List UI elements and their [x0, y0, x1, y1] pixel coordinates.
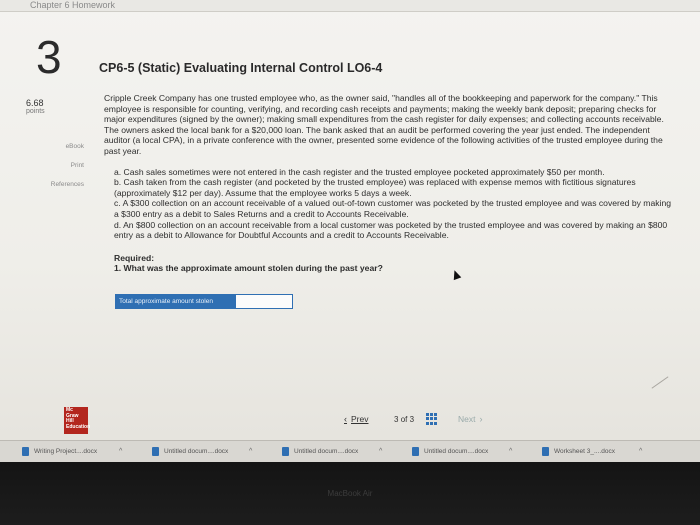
downloads-bar — [0, 440, 700, 462]
question-number: 3 — [36, 31, 62, 83]
mcgraw-hill-logo: Mc Graw Hill Education — [64, 407, 88, 434]
word-doc-icon — [542, 447, 549, 456]
points-panel — [26, 98, 86, 115]
caret-up-icon[interactable]: ^ — [379, 448, 383, 455]
macbook-label: MacBook Air — [327, 489, 373, 498]
chevron-right-icon: › — [479, 414, 483, 424]
laptop-bezel — [0, 462, 700, 525]
prev-label: Prev — [351, 414, 369, 424]
download-item[interactable]: Writing Project....docx ^ — [0, 447, 130, 456]
download-item[interactable]: Untitled docum....docx ^ — [130, 447, 260, 456]
points-label: points — [26, 108, 45, 115]
next-button[interactable] — [458, 414, 482, 424]
activity-item: a. Cash sales sometimes were not entered in the cash register and the trusted employee pocketed approximately $50 per month. — [114, 166, 605, 177]
question-navigation — [344, 413, 482, 425]
page-current: 3 — [394, 414, 399, 424]
caret-up-icon[interactable]: ^ — [119, 448, 123, 455]
answer-label: Total approximate amount stolen — [115, 294, 235, 309]
word-doc-icon — [282, 447, 289, 456]
case-description: Cripple Creek Company has one trusted employee who, as the owner said, "handles all of the bookkeeping and paperwork for the company." This employee is responsible for counting, verifying, and recording cash receipts and payments; making the weekly bank deposit; preparing checks for major expenditures (signed by the owner); making small expenditures from the cash register for daily expenses; and collecting accounts receivable. The owners asked the local bank for a $20,000 loan. The bank asked that an audit be performed covering the year just ended. The independent auditor (a local CPA), in a private conference with the owner, presented some evidence of the following activities of the trusted employee during the past year. — [104, 93, 664, 156]
required-heading: Required: — [114, 252, 155, 263]
answer-row — [115, 294, 293, 309]
prev-button[interactable] — [344, 414, 394, 424]
caret-up-icon[interactable]: ^ — [639, 448, 643, 455]
chevron-left-icon: ‹ — [344, 414, 347, 424]
caret-up-icon[interactable]: ^ — [509, 448, 513, 455]
page-of: of — [400, 414, 408, 424]
question-title: CP6-5 (Static) Evaluating Internal Control LO6-4 — [99, 61, 383, 75]
activity-item: d. An $800 collection on an account receivable from a local customer was pocketed by the trusted employee and was covered by making an $800 entry as a debit to Allowance for Doubtful Accounts and a credit to Accounts Receivable. — [114, 219, 668, 241]
question-body — [104, 93, 676, 274]
ebook-link[interactable]: eBook — [65, 143, 84, 150]
pencil-mark — [652, 376, 669, 388]
print-link[interactable]: Print — [70, 162, 84, 169]
page-indicator — [394, 415, 426, 424]
download-item[interactable]: Worksheet 3_....docx ^ — [520, 447, 650, 456]
amount-stolen-input[interactable] — [235, 294, 293, 309]
activity-item: c. A $300 collection on an account receivable of a valued out-of-town customer was pocketed by the trusted employee and was covered by making a $300 entry as a debit to Sales Returns and a credit to Accounts Receivable. — [114, 198, 672, 219]
page-header-strip — [0, 0, 700, 12]
word-doc-icon — [22, 447, 29, 456]
word-doc-icon — [412, 447, 419, 456]
word-doc-icon — [152, 447, 159, 456]
required-section — [104, 253, 676, 274]
download-item[interactable]: Untitled docum....docx ^ — [390, 447, 520, 456]
activity-item: b. Cash taken from the cash register (and pocketed by the trusted employee) was replaced with expense memos with fictitious signatures (approximately $12 per day). Assume that the employee works 5 days a week. — [114, 177, 636, 198]
required-question: 1. What was the approximate amount stolen during the past year? — [114, 263, 383, 274]
references-link[interactable]: References — [50, 181, 84, 188]
caret-up-icon[interactable]: ^ — [249, 448, 253, 455]
download-item[interactable]: Untitled docum....docx ^ — [260, 447, 390, 456]
chapter-title: Chapter 6 Homework — [30, 0, 116, 10]
next-label: Next — [458, 414, 476, 424]
activity-list — [104, 167, 676, 241]
points-value: 6.68 — [26, 98, 44, 108]
question-grid-icon[interactable] — [426, 413, 438, 425]
page-total: 3 — [409, 414, 415, 424]
